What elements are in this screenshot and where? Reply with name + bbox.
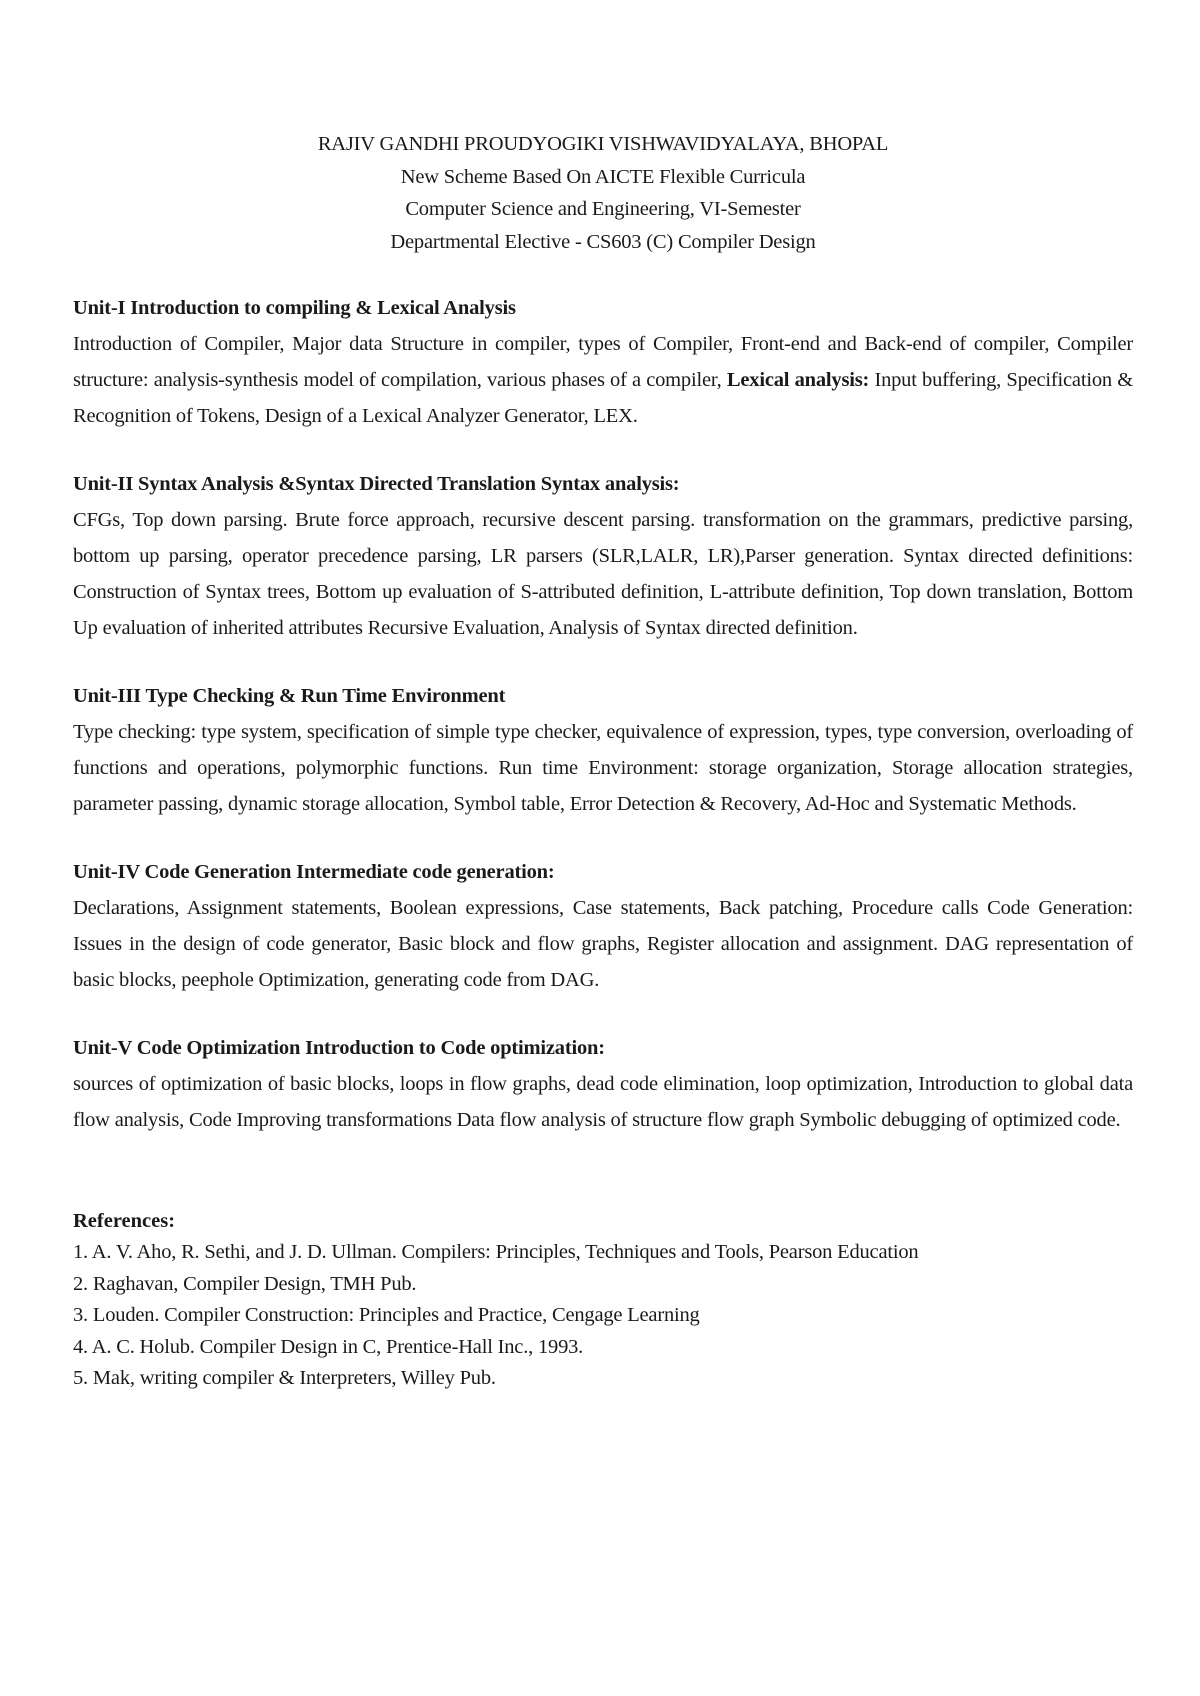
- unit-5-body: sources of optimization of basic blocks, loops in flow graphs, dead code elimination, loop optimization, Introduction to global data flow analysis, Code Improving transformations Data flow analysis of structure flow graph Symbolic debugging of optimized code.: [73, 1073, 1133, 1131]
- unit-1-body-text-a: Introduction of Compiler, Major data Structure in compiler, types of Compiler, Front-end and Back-end of compiler, Compiler structure: analysis-synthesis model of compilation, various phases of a compiler,: [73, 333, 1133, 391]
- unit-4-title: Unit-IV Code Generation Intermediate code generation:: [73, 861, 555, 883]
- reference-item: 2. Raghavan, Compiler Design, TMH Pub.: [73, 1272, 417, 1295]
- unit-4-section: [73, 854, 1133, 998]
- reference-item: 3. Louden. Compiler Construction: Principles and Practice, Cengage Learning: [73, 1304, 700, 1326]
- unit-2-body: CFGs, Top down parsing. Brute force approach, recursive descent parsing. transformation on the grammars, predictive parsing, bottom up parsing, operator precedence parsing, LR parsers (SLR,LALR, LR),Parser generation. Syntax directed definitions: Construction of Syntax trees, Bottom up evaluation of S-attributed definition, L-attribute definition, Top down translation, Bottom Up evaluation of inherited attributes Recursive Evaluation, Analysis of Syntax directed definition.: [73, 509, 1133, 639]
- course-title: Departmental Elective - CS603 (C) Compiler Design: [390, 230, 816, 253]
- unit-5-title: Unit-V Code Optimization Introduction to Code optimization:: [73, 1037, 605, 1059]
- document-page: [73, 128, 1133, 1395]
- unit-1-title: Unit-I Introduction to compiling & Lexical Analysis: [73, 297, 516, 319]
- unit-2-section: [73, 466, 1133, 646]
- references-section: [73, 1206, 1133, 1395]
- references-list: [73, 1237, 1133, 1395]
- branch-semester-line: Computer Science and Engineering, VI-Semester: [405, 198, 801, 220]
- unit-1-body-text-b: Input buffering, Specification & Recognition of Tokens, Design of a Lexical Analyzer Generator, LEX.: [73, 369, 1133, 427]
- reference-item: 1. A. V. Aho, R. Sethi, and J. D. Ullman. Compilers: Principles, Techniques and Tools, Pearson Education: [73, 1241, 919, 1263]
- scheme-line: New Scheme Based On AICTE Flexible Curricula: [400, 165, 806, 188]
- unit-3-body: Type checking: type system, specification of simple type checker, equivalence of expression, types, type conversion, overloading of functions and operations, polymorphic functions. Run time Environment: storage organization, Storage allocation strategies, parameter passing, dynamic storage allocation, Symbol table, Error Detection & Recovery, Ad-Hoc and Systematic Methods.: [73, 721, 1133, 815]
- unit-3-title: Unit-III Type Checking & Run Time Environment: [73, 685, 506, 707]
- unit-2-title: Unit-II Syntax Analysis &Syntax Directed Translation Syntax analysis:: [73, 473, 680, 495]
- unit-4-body: Declarations, Assignment statements, Boolean expressions, Case statements, Back patching, Procedure calls Code Generation: Issues in the design of code generator, Basic block and flow graphs, Register allocation and assignment. DAG representation of basic blocks, peephole Optimization, generating code from DAG.: [73, 897, 1133, 991]
- document-header: [73, 128, 1133, 258]
- reference-item: 5. Mak, writing compiler & Interpreters, Willey Pub.: [73, 1367, 496, 1389]
- university-name: RAJIV GANDHI PROUDYOGIKI VISHWAVIDYALAYA, BHOPAL: [317, 133, 889, 155]
- unit-1-body: [73, 326, 1133, 434]
- unit-5-section: [73, 1030, 1133, 1138]
- unit-1-body-bold: Lexical analysis:: [726, 369, 870, 391]
- unit-1-section: [73, 290, 1133, 434]
- reference-item: 4. A. C. Holub. Compiler Design in C, Prentice-Hall Inc., 1993.: [73, 1335, 584, 1358]
- unit-3-section: [73, 678, 1133, 822]
- references-title: References:: [73, 1210, 176, 1232]
